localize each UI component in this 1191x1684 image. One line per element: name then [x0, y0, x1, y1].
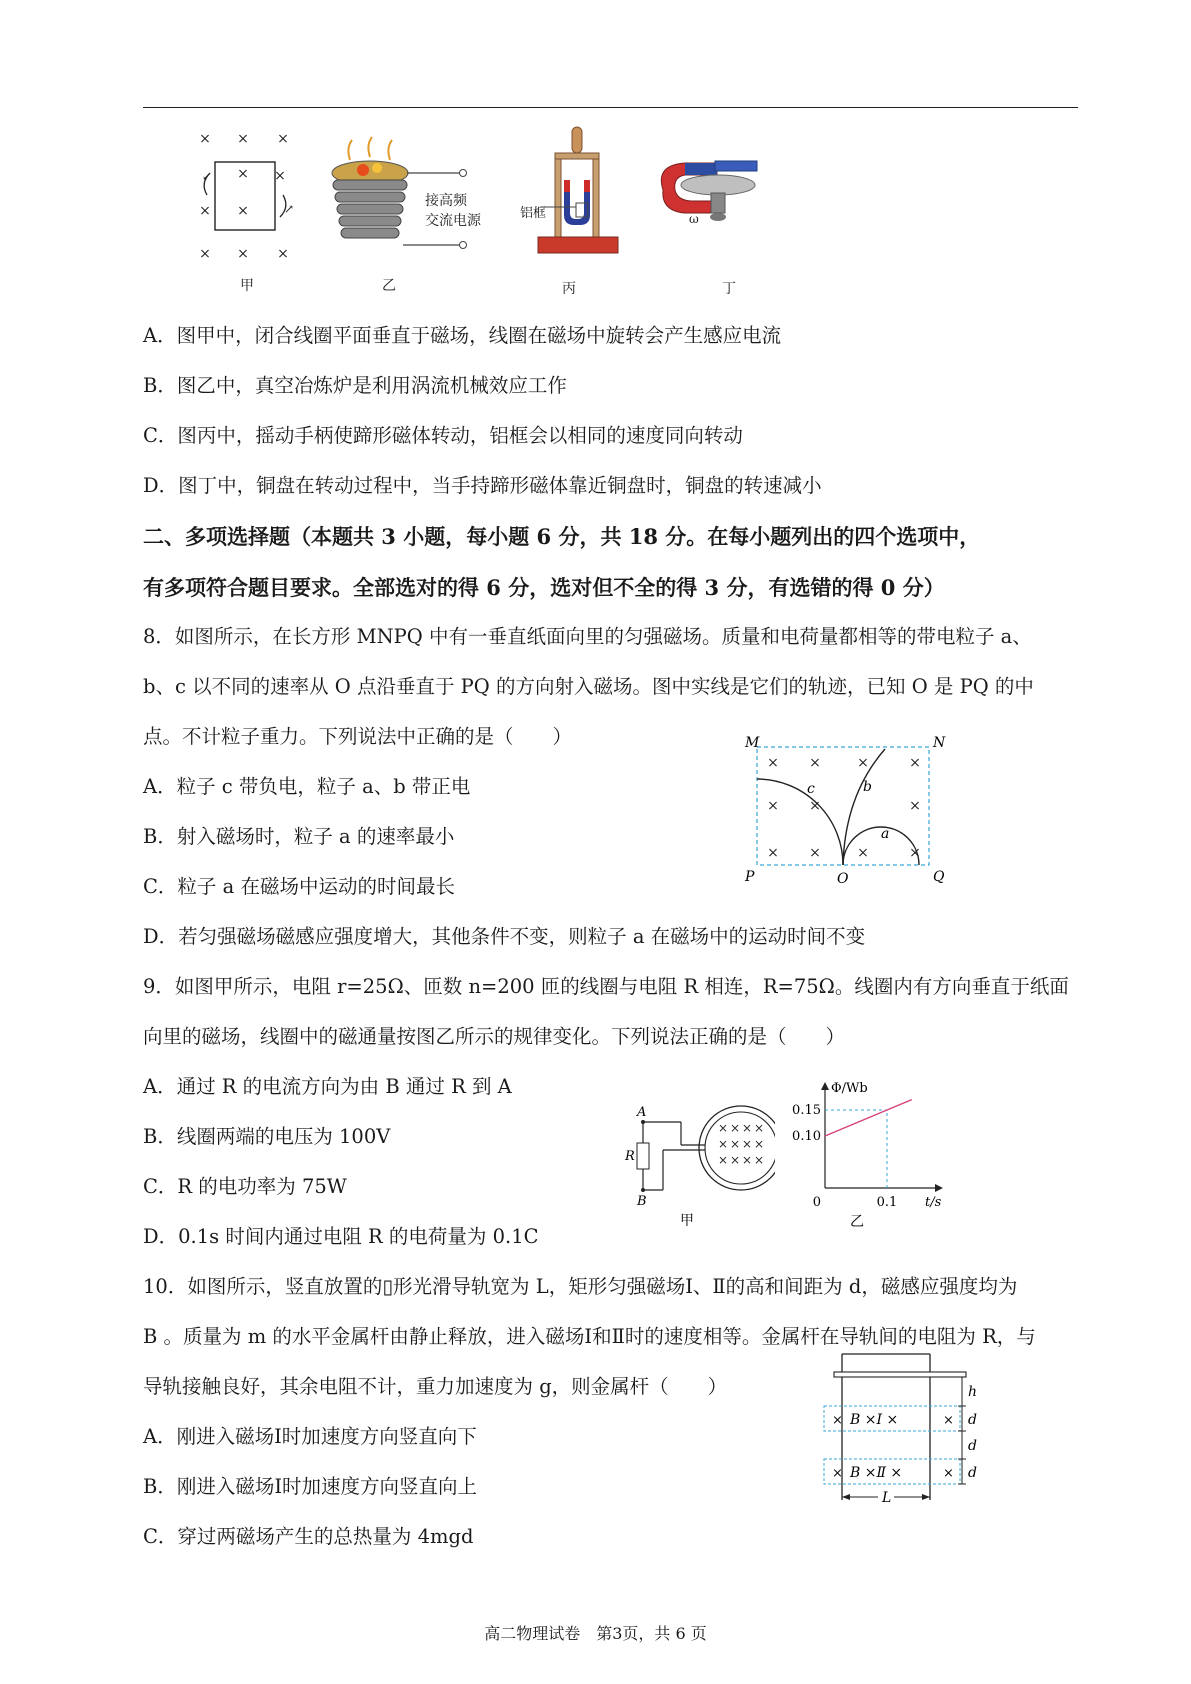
svg-text:×: ×: [943, 1413, 954, 1428]
label-q: Q: [933, 869, 945, 885]
svg-text:×: ×: [237, 203, 249, 219]
q7-option-c: C．图丙中，摇动手柄使蹄形磁体转动，铝框会以相同的速度同向转动: [143, 424, 743, 447]
svg-text:×: ×: [943, 1466, 954, 1481]
caption-yi: 乙: [382, 278, 396, 294]
svg-text:×: ×: [857, 845, 869, 861]
svg-text:×: ×: [857, 755, 869, 771]
q7-option-d: D．图丁中，铜盘在转动过程中，当手持蹄形磁体靠近铜盘时，铜盘的转速减小: [143, 474, 822, 497]
svg-text:↗: ↗: [284, 202, 295, 216]
q8-stem-2: b、c 以不同的速率从 O 点沿垂直于 PQ 的方向射入磁场。图中实线是它们的轨迹，已知 O 是 PQ 的中: [143, 675, 1034, 698]
label-o: O: [837, 871, 849, 885]
q10-figure: [820, 1350, 995, 1515]
caption-q9-jia: 甲: [680, 1213, 694, 1229]
svg-text:×: ×: [274, 168, 286, 184]
label-d2: d: [968, 1438, 977, 1454]
svg-text:×: ×: [909, 755, 921, 771]
svg-text:×: ×: [199, 203, 211, 219]
origin-label: 0: [812, 1195, 821, 1210]
svg-text:ω: ω: [689, 212, 699, 226]
field2-label: B ×Ⅱ ×: [850, 1465, 903, 1481]
label-terminal-b: B: [637, 1194, 647, 1209]
q10-option-a: A．刚进入磁场Ⅰ时加速度方向竖直向下: [143, 1425, 477, 1448]
label-a: a: [881, 826, 890, 842]
caption-jia: 甲: [240, 278, 254, 294]
svg-text:×: ×: [741, 1153, 753, 1167]
label-ac-source: 交流电源: [425, 213, 481, 229]
q9-figure-jia: [605, 1100, 775, 1230]
svg-text:×: ×: [832, 1413, 843, 1428]
svg-text:×: ×: [767, 798, 779, 814]
svg-text:×: ×: [809, 755, 821, 771]
flux-line: [825, 1100, 912, 1136]
x-axis-label: t/s: [925, 1195, 942, 1210]
label-n: N: [933, 735, 946, 751]
q10-stem-1: 10．如图所示，竖直放置的▯形光滑导轨宽为 L，矩形匀强磁场Ⅰ、Ⅱ的高和间距为 d，磁感应强度均为: [143, 1275, 1018, 1298]
label-high-freq: 接高频: [425, 193, 467, 209]
label-resistor-r: R: [625, 1149, 635, 1164]
svg-text:×: ×: [767, 755, 779, 771]
q10-option-c: C．穿过两磁场产生的总热量为 4mgd: [143, 1525, 474, 1548]
svg-text:×: ×: [237, 131, 249, 147]
svg-text:×: ×: [277, 246, 289, 262]
svg-text:×: ×: [199, 246, 211, 262]
q10-stem-2: B 。质量为 m 的水平金属杆由静止释放，进入磁场Ⅰ和Ⅱ时的速度相等。金属杆在导轨间的电阻为 R，与: [143, 1325, 1036, 1348]
svg-text:×: ×: [809, 798, 821, 814]
svg-text:×: ×: [717, 1153, 729, 1167]
page-footer: 高二物理试卷 第3页，共 6 页: [484, 1624, 707, 1643]
label-c: c: [807, 781, 815, 797]
svg-text:×: ×: [809, 845, 821, 861]
q10-stem-3: 导轨接触良好，其余电阻不计，重力加速度为 g，则金属杆（ ）: [143, 1375, 728, 1398]
q9-stem-1: 9．如图甲所示，电阻 r=25Ω、匝数 n=200 匝的线圈与电阻 R 相连，R=75Ω。线圈内有方向垂直于纸面: [143, 975, 1069, 998]
svg-text:×: ×: [237, 166, 249, 182]
label-p: P: [745, 869, 755, 885]
figure-bing-magnet: [530, 125, 640, 260]
label-h: h: [968, 1384, 978, 1400]
caption-q9-yi: 乙: [850, 1214, 864, 1230]
q10-option-b: B．刚进入磁场Ⅰ时加速度方向竖直向上: [143, 1475, 478, 1498]
svg-text:×: ×: [717, 1137, 729, 1151]
svg-text:×: ×: [717, 1121, 729, 1135]
q9-stem-2: 向里的磁场，线圈中的磁通量按图乙所示的规律变化。下列说法正确的是（ ）: [143, 1025, 846, 1048]
q8-option-b: B．射入磁场时，粒子 a 的速率最小: [143, 825, 455, 848]
figure-ding-copper-disc: [655, 155, 765, 255]
svg-text:×: ×: [729, 1121, 741, 1135]
y-tick-0-10: 0.10: [792, 1129, 821, 1144]
q8-stem-1: 8．如图所示，在长方形 MNPQ 中有一垂直纸面向里的匀强磁场。质量和电荷量都相等的带电粒子 a、: [143, 625, 1032, 648]
svg-text:×: ×: [741, 1121, 753, 1135]
svg-text:×: ×: [909, 798, 921, 814]
label-terminal-a: A: [637, 1105, 647, 1120]
y-axis-label: Φ/Wb: [831, 1081, 868, 1096]
svg-text:×: ×: [753, 1153, 765, 1167]
label-aluminum-frame: 铝框: [520, 206, 547, 221]
svg-text:×: ×: [237, 246, 249, 262]
label-width-l: L: [882, 1490, 892, 1506]
x-tick-0-1: 0.1: [876, 1195, 898, 1210]
q8-figure: [735, 735, 950, 885]
section2-header-line1: 二、多项选择题（本题共 3 小题，每小题 6 分，共 18 分。在每小题列出的四个选项中，: [143, 524, 981, 549]
q8-option-c: C．粒子 a 在磁场中运动的时间最长: [143, 875, 455, 898]
svg-text:×: ×: [753, 1121, 765, 1135]
q8-option-a: A．粒子 c 带负电，粒子 a、b 带正电: [143, 775, 471, 798]
q9-option-a: A．通过 R 的电流方向为由 B 通过 R 到 A: [143, 1075, 512, 1098]
q7-option-b: B．图乙中，真空冶炼炉是利用涡流机械效应工作: [143, 374, 567, 397]
caption-bing: 丙: [562, 281, 576, 297]
q9-option-c: C．R 的电功率为 75W: [143, 1175, 347, 1198]
svg-text:×: ×: [741, 1137, 753, 1151]
section2-header-line2: 有多项符合题目要求。全部选对的得 6 分，选对但不全的得 3 分，有选错的得 0 分）: [143, 575, 945, 600]
svg-text:×: ×: [199, 131, 211, 147]
svg-text:×: ×: [909, 845, 921, 861]
q7-option-a: A．图甲中，闭合线圈平面垂直于磁场，线圈在磁场中旋转会产生感应电流: [143, 324, 782, 347]
q8-stem-3: 点。不计粒子重力。下列说法中正确的是（ ）: [143, 725, 573, 748]
figure-jia: [180, 125, 300, 265]
caption-ding: 丁: [722, 281, 736, 297]
y-tick-0-15: 0.15: [792, 1103, 821, 1118]
svg-text:×: ×: [729, 1137, 741, 1151]
svg-text:↙: ↙: [202, 169, 213, 183]
label-m: M: [745, 735, 760, 751]
svg-text:×: ×: [832, 1466, 843, 1481]
label-b: b: [863, 779, 872, 795]
svg-text:×: ×: [729, 1153, 741, 1167]
svg-text:×: ×: [767, 845, 779, 861]
svg-text:×: ×: [277, 131, 289, 147]
q9-option-d: D．0.1s 时间内通过电阻 R 的电荷量为 0.1C: [143, 1225, 539, 1248]
field1-label: B ×Ⅰ ×: [850, 1412, 899, 1428]
header-rule: [143, 107, 1078, 108]
q9-figure-yi-chart: [785, 1078, 955, 1230]
svg-text:×: ×: [753, 1137, 765, 1151]
q8-option-d: D．若匀强磁场磁感应强度增大，其他条件不变，则粒子 a 在磁场中的运动时间不变: [143, 925, 866, 948]
q9-option-b: B．线圈两端的电压为 100V: [143, 1125, 391, 1148]
label-d1: d: [968, 1412, 977, 1428]
label-d3: d: [968, 1465, 977, 1481]
